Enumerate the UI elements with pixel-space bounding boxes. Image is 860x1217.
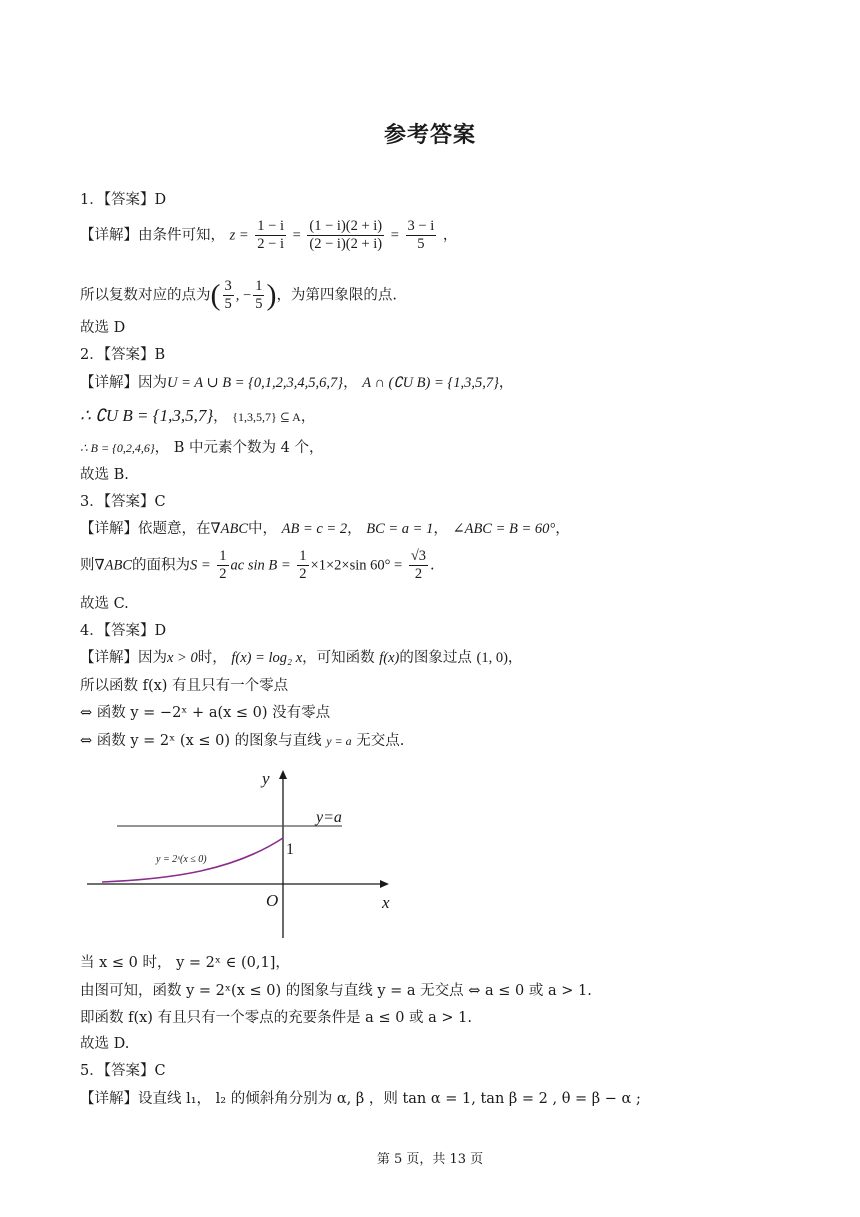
x-axis-arrow <box>380 880 389 888</box>
q4-conclusion: 故选 D. <box>80 1036 130 1052</box>
page-title: 参考答案 <box>383 122 476 148</box>
origin-label: O <box>266 891 279 910</box>
q4-line4 <box>80 731 404 751</box>
q3-conclusion: 故选 C. <box>80 596 129 612</box>
q1-fraction-2: $\frac{(1 - i)(2 + i)}{(2 - i)(2 + i)}$ <box>309 218 383 252</box>
q4-graph <box>84 766 404 946</box>
q4-line6: 由图可知，函数 y = 2ˣ(x ≤ 0) 的图象与直线 y = a 无交点 ⇔ a ≤ 0 或 a > 1. <box>80 983 592 999</box>
q3-area-lead: 则 <box>80 557 95 574</box>
q3-area: 则∇ABC的面积为S = $\frac{1}{2}$ ac sin B = $\frac{1}{2}$ ×1×2×sin 60° = $\frac{√3}{2}$ . <box>80 548 435 582</box>
q1-point-lead: 所以复数对应的点为 <box>80 287 211 304</box>
q3-s: S = <box>190 557 211 574</box>
q4-line4a: ⇔ 函数 y = 2ˣ (x ≤ 0) 的图象与直线 <box>80 733 322 749</box>
q1-fraction-3: $\frac{3 - i}{5}$ <box>407 218 435 252</box>
x-axis-label: x <box>382 893 390 912</box>
q4-line4b: y = a <box>326 734 352 748</box>
one-label: 1 <box>286 841 294 858</box>
q3-bc: BC = a = 1 <box>366 521 434 537</box>
q2-complement: ∴ ∁U B = {1,3,5,7} <box>80 406 214 425</box>
q1-point-tail: ，为第四象限的点. <box>276 287 398 304</box>
q1-answer: 1．【答案】D <box>80 192 167 208</box>
q4-point: (1, 0) <box>476 650 508 666</box>
y-axis-label: y <box>262 769 270 788</box>
q4-line1-mid3: 的图象过点 <box>399 650 472 666</box>
curve-label: y = 2ˣ(x ≤ 0) <box>156 854 207 865</box>
q1-point-y: $\frac{1}{5}$ <box>255 278 263 312</box>
q5-line1: 【详解】设直线 l₁， l₂ 的倾斜角分别为 α, β ，则 tan α = 1, tan β = 2 , θ = β − α ; <box>80 1091 641 1107</box>
q1-detail: 【详解】由条件可知， z = $\frac{1 - i}{2 - i}$ = $\frac{(1 - i)(2 + i)}{(2 - i)(2 + i)}$ = $\frac{3 - i}{5}$ ， <box>80 218 458 252</box>
q2-line2: ∴ ∁U B = {1,3,5,7}， {1,3,5,7} ⊆ A， <box>80 406 316 425</box>
q2-line3-tail: B 中元素个数为 4 个， <box>173 440 324 456</box>
q2-line1: 【详解】因为U = A ∪ B = {0,1,2,3,4,5,6,7}， A ∩ (∁U B) = {1,3,5,7}， <box>80 375 514 391</box>
q2-answer: 2．【答案】B <box>80 347 166 363</box>
q3-expr2: ×1×2×sin 60° = <box>310 557 403 574</box>
y-axis-arrow <box>279 770 287 779</box>
q3-ab: AB = c = 2 <box>281 521 348 537</box>
q1-conclusion: 故选 D <box>80 320 126 336</box>
q4-line1-mid: 时， <box>197 650 227 666</box>
q4-line7: 即函数 f(x) 有且只有一个零点的充要条件是 a ≤ 0 或 a > 1. <box>80 1010 472 1026</box>
q1-fraction-1: $\frac{1 - i}{2 - i}$ <box>257 218 284 252</box>
line-label: y=a <box>316 809 342 826</box>
q4-fx2: f(x) <box>379 650 400 666</box>
q2-intersection: A ∩ (∁U B) = {1,3,5,7} <box>362 375 499 391</box>
q3-triangle: ∇ABC <box>210 521 249 537</box>
q3-line1-lead: 【详解】依题意，在 <box>80 521 211 537</box>
q4-line1-mid2: ，可知函数 <box>302 650 375 666</box>
q1-point: 所以复数对应的点为( $\frac{3}{5}$ , − $\frac{1}{5}$ )，为第四象限的点. <box>80 278 398 312</box>
q5-answer: 5．【答案】C <box>80 1063 166 1079</box>
q4-line2: 所以函数 f(x) 有且只有一个零点 <box>80 678 289 694</box>
q4-line5: 当 x ≤ 0 时， y = 2ˣ ∈ (0,1]， <box>80 955 290 971</box>
q3-sqrt-frac: $\frac{√3}{2}$ <box>410 548 427 582</box>
q3-half-2: $\frac{1}{2}$ <box>299 548 307 582</box>
q3-line1: 【详解】依题意，在∇ABC中， AB = c = 2， BC = a = 1， ∠ABC = B = 60°， <box>80 521 570 537</box>
q2-union: U = A ∪ B = {0,1,2,3,4,5,6,7} <box>167 375 344 391</box>
q3-line1-mid: 中， <box>248 521 278 537</box>
q2-set-b: ∴ B = {0,2,4,6} <box>80 441 155 455</box>
page-footer: 第 5 页，共 13 页 <box>376 1152 484 1167</box>
q4-answer: 4．【答案】D <box>80 623 167 639</box>
q1-detail-lead: 【详解】由条件可知， <box>80 227 225 244</box>
q3-triangle-2: ∇ABC <box>94 557 133 574</box>
q4-fx: f(x) = log₂ x <box>231 650 303 666</box>
q2-line1-lead: 【详解】因为 <box>80 375 167 391</box>
q1-point-x: $\frac{3}{5}$ <box>224 278 232 312</box>
q4-cond: x > 0 <box>167 650 198 666</box>
q2-conclusion: 故选 B. <box>80 467 129 483</box>
q4-line4c: 无交点. <box>356 733 405 749</box>
q2-line3: ∴ B = {0,2,4,6}， B 中元素个数为 4 个， <box>80 440 324 456</box>
q4-line3: ⇔ 函数 y = −2ˣ + a(x ≤ 0) 没有零点 <box>80 705 331 721</box>
q3-area-mid: 的面积为 <box>132 557 191 574</box>
q2-subset: {1,3,5,7} ⊆ A <box>232 410 301 424</box>
q4-line1-lead: 【详解】因为 <box>80 650 167 666</box>
q4-line1: 【详解】因为x > 0时， f(x) = log₂ x，可知函数 f(x)的图象过点 (1, 0)， <box>80 650 523 666</box>
q3-expr1: ac sin B = <box>230 557 291 574</box>
q3-answer: 3．【答案】C <box>80 494 166 510</box>
q3-half-1: $\frac{1}{2}$ <box>219 548 227 582</box>
q1-z: z = <box>229 227 249 244</box>
q3-angle: ∠ABC = B = 60° <box>452 521 556 537</box>
